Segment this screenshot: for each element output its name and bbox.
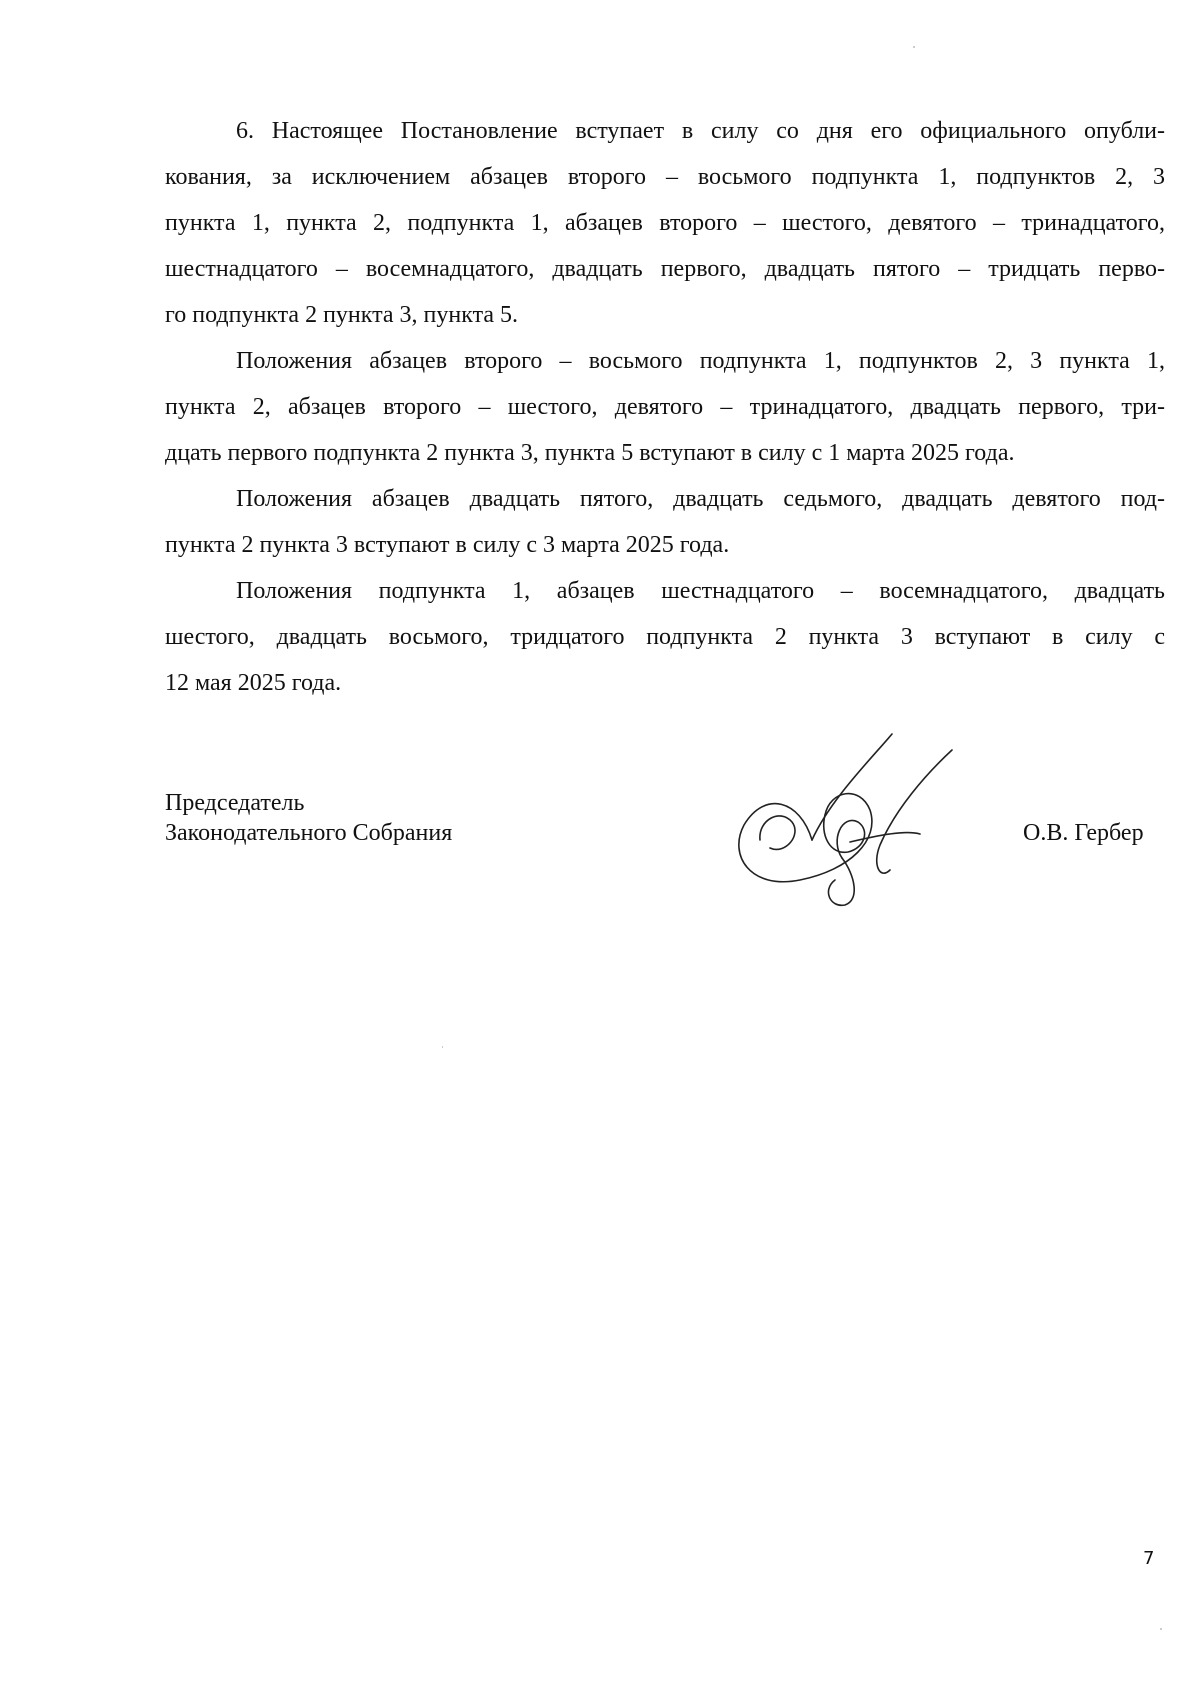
paragraph-1 [165, 108, 1165, 338]
paragraph-line: 12 мая 2025 года. [165, 670, 342, 696]
paragraph-line: кования, за исключением абзацев второго – восьмого подпункта 1, подпунктов 2, 3 [165, 164, 1165, 190]
paragraph-line: пункта 2, абзацев второго – шестого, девятого – тринадцатого, двадцать первого, три- [165, 394, 1165, 420]
paragraph-line: шестнадцатого – восемнадцатого, двадцать первого, двадцать пятого – тридцать перво- [165, 256, 1165, 282]
paragraph-line: шестого, двадцать восьмого, тридцатого подпункта 2 пункта 3 вступают в силу с [165, 624, 1165, 650]
paragraph-line: Положения подпункта 1, абзацев шестнадцатого – восемнадцатого, двадцать [236, 578, 1165, 604]
signatory-title-line: Председатель [165, 790, 305, 816]
scan-speck [442, 1046, 443, 1048]
handwritten-signature [730, 730, 980, 910]
document-body [165, 108, 1165, 706]
paragraph-line: пункта 2 пункта 3 вступают в силу с 3 марта 2025 года. [165, 532, 730, 558]
signatory-title [165, 788, 452, 848]
paragraph-line: 6. Настоящее Постановление вступает в силу со дня его официального опубли- [236, 118, 1165, 144]
page-number: 7 [1143, 1548, 1155, 1569]
paragraph-line: го подпункта 2 пункта 3, пункта 5. [165, 302, 519, 328]
paragraph-line: Положения абзацев двадцать пятого, двадцать седьмого, двадцать девятого под- [236, 486, 1165, 512]
paragraph-3 [165, 476, 1165, 568]
paragraph-line: пункта 1, пункта 2, подпункта 1, абзацев второго – шестого, девятого – тринадцатого, [165, 210, 1165, 236]
paragraph-4 [165, 568, 1165, 706]
signatory-name: О.В. Гербер [1023, 820, 1144, 846]
paragraph-line: Положения абзацев второго – восьмого подпункта 1, подпунктов 2, 3 пункта 1, [236, 348, 1165, 374]
scan-speck [1160, 1628, 1162, 1630]
paragraph-2 [165, 338, 1165, 476]
signatory-title-line: Законодательного Собрания [165, 820, 453, 846]
paragraph-line: дцать первого подпункта 2 пункта 3, пункта 5 вступают в силу с 1 марта 2025 года. [165, 440, 1015, 466]
scan-speck [913, 46, 915, 48]
